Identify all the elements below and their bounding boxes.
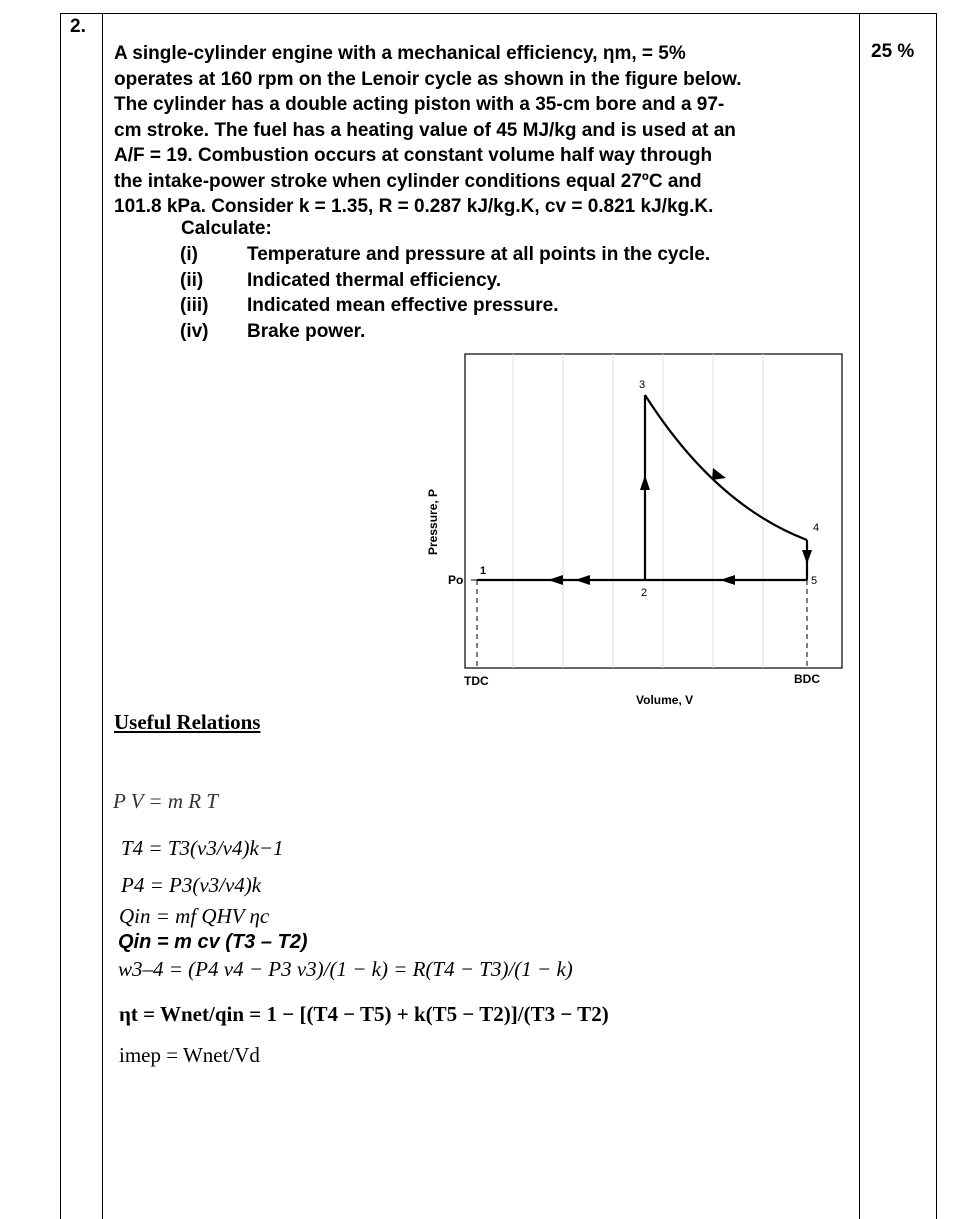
arrow-up-icon [640, 475, 650, 490]
problem-line: the intake-power stroke when cylinder conditions equal 27ºC and [114, 170, 702, 192]
equation-t4: T4 = T3(v3/v4)k−1 [121, 836, 284, 860]
arrow-left-icon [720, 575, 735, 585]
pv-diagram-svg [415, 350, 855, 720]
tdc-label: TDC [464, 674, 489, 688]
equation-qin-fuel: Qin = mf QHV ηc [119, 904, 270, 928]
item-text: Brake power. [247, 320, 366, 342]
bdc-label: BDC [794, 672, 820, 686]
item-number: (iv) [180, 320, 209, 342]
table-left-border [60, 13, 61, 1219]
point-1-label: 1 [480, 565, 487, 577]
plot-frame [465, 354, 842, 668]
lenoir-cycle-diagram [415, 350, 855, 720]
equation-imep: imep = Wnet/Vd [119, 1043, 260, 1067]
equation-p4: P4 = P3(v3/v4)k [121, 873, 262, 897]
problem-line: operates at 160 rpm on the Lenoir cycle as shown in the figure below. [114, 68, 742, 90]
equation-qin-cv: Qin = m cv (T3 – T2) [118, 931, 308, 953]
grid-lines [513, 354, 763, 668]
arrow-expansion-icon [712, 468, 726, 480]
problem-line: 101.8 kPa. Consider k = 1.35, R = 0.287 kJ/kg.K, cv = 0.821 kJ/kg.K. [114, 196, 714, 217]
p0-label: Po [448, 573, 464, 587]
x-axis-label: Volume, V [636, 693, 694, 707]
number-column-divider [102, 13, 103, 1219]
question-number: 2. [70, 16, 86, 37]
point-5-label: 5 [811, 575, 818, 587]
point-3-label: 3 [639, 379, 646, 391]
problem-line: A/F = 19. Combustion occurs at constant volume half way through [114, 145, 713, 166]
problem-line: A single-cylinder engine with a mechanical efficiency, ηm, = 5% [114, 43, 686, 64]
point-2-label: 2 [641, 587, 648, 599]
calculate-label: Calculate: [181, 218, 272, 239]
item-text: Temperature and pressure at all points in the cycle. [247, 244, 711, 265]
useful-relations-heading: Useful Relations [114, 710, 261, 734]
table-top-border [60, 13, 937, 14]
process-3-4-curve [645, 395, 807, 540]
arrow-down-icon [802, 550, 812, 564]
arrow-left-icon [548, 575, 563, 585]
y-axis-label: Pressure, P [426, 488, 440, 555]
problem-line: cm stroke. The fuel has a heating value of 45 MJ/kg and is used at an [114, 119, 736, 141]
problem-line: The cylinder has a double acting piston with a 35-cm bore and a 97- [114, 94, 725, 115]
marks-column-divider [859, 13, 860, 1219]
equation-w34: w3–4 = (P4 v4 − P3 v3)/(1 − k) = R(T4 − T3)/(1 − k) [118, 957, 573, 981]
item-number: (iii) [180, 295, 209, 316]
item-number: (i) [180, 244, 198, 265]
problem-statement [114, 41, 859, 220]
table-right-border [936, 13, 937, 1219]
item-number: (ii) [180, 269, 204, 291]
point-4-label: 4 [813, 522, 820, 534]
question-marks: 25 % [871, 41, 915, 62]
equation-ideal-gas: P V = m R T [113, 789, 218, 813]
item-text: Indicated thermal efficiency. [247, 269, 502, 291]
item-text: Indicated mean effective pressure. [247, 295, 559, 316]
equation-efficiency: ηt = Wnet/qin = 1 − [(T4 − T5) + k(T5 − T2)]/(T3 − T2) [119, 1002, 609, 1026]
arrow-left-icon [575, 575, 590, 585]
